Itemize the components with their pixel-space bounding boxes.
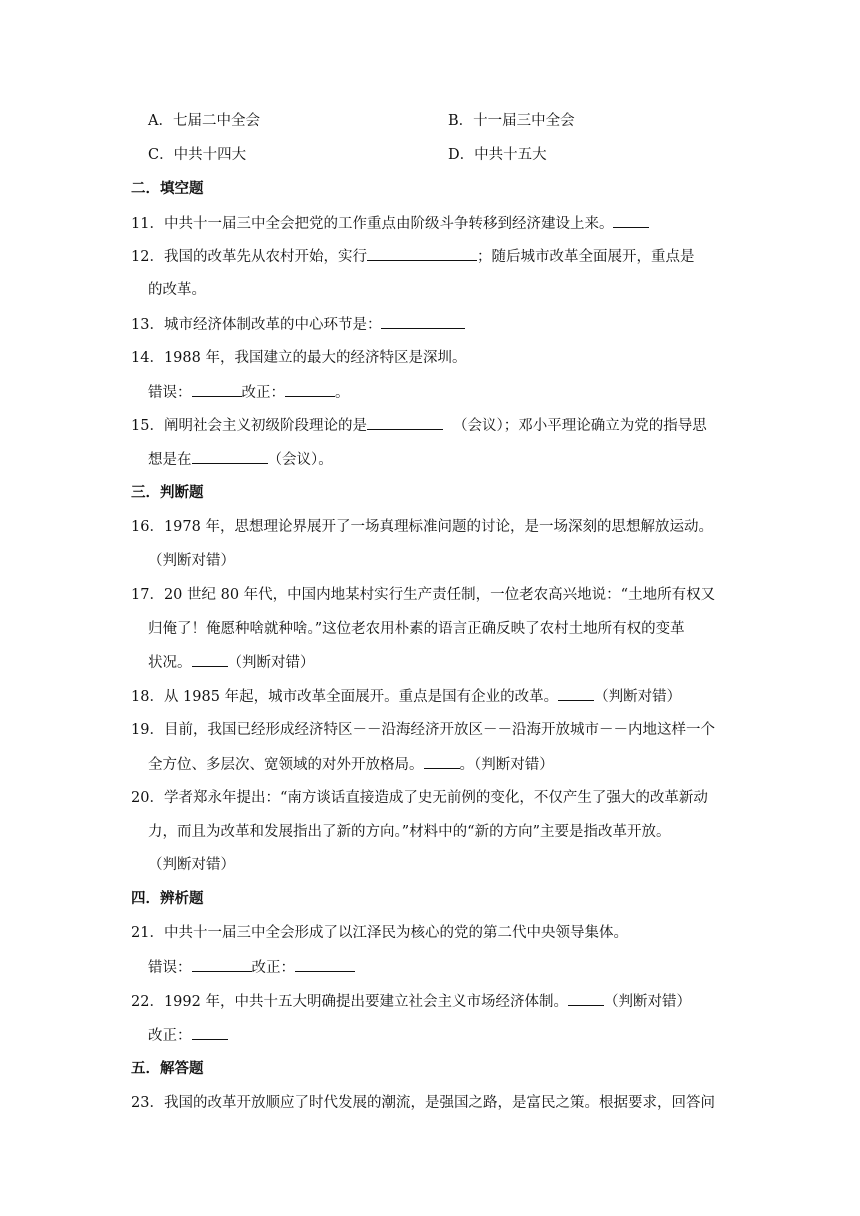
question-21-line-2 [148, 957, 355, 978]
wrong-label: 错误： [148, 960, 192, 976]
choice-c: C．中共十四大 [148, 147, 247, 163]
section-heading-analysis: 四．辨析题 [131, 891, 204, 907]
answer-blank[interactable] [285, 382, 335, 397]
question-12-text-b: ；随后城市改革全面展开，重点是 [476, 249, 695, 265]
question-19-line-2 [148, 754, 554, 775]
section-heading-answer: 五．解答题 [131, 1061, 204, 1077]
question-11-text: 11．中共十一届三中全会把党的工作重点由阶级斗争转移到经济建设上来。 [131, 216, 614, 232]
question-22-line-1 [131, 991, 691, 1012]
answer-blank[interactable] [613, 213, 649, 228]
question-15-text-c: 想是在 [148, 452, 192, 468]
answer-blank[interactable] [367, 246, 477, 261]
question-14-line-1: 14．1988 年，我国建立的最大的经济特区是深圳。 [131, 350, 467, 366]
question-13-text: 13．城市经济体制改革的中心环节是： [131, 317, 382, 333]
answer-blank[interactable] [192, 1025, 228, 1040]
question-15-text-a: 15．阐明社会主义初级阶段理论的是 [131, 418, 367, 434]
fix-label: 改正： [251, 960, 295, 976]
question-19-line-1: 19．目前，我国已经形成经济特区－－沿海经济开放区－－沿海开放城市－－内地这样一个 [131, 722, 715, 738]
question-17-text: 状况。 [148, 655, 192, 671]
answer-blank[interactable] [295, 957, 355, 972]
wrong-label: 错误： [148, 385, 192, 401]
question-18-text: 18．从 1985 年起，城市改革全面展开。重点是国有企业的改革。 [131, 689, 559, 705]
judge-label: 。（判断对错） [459, 757, 554, 773]
answer-blank[interactable] [424, 754, 460, 769]
question-15-text-d: （会议）。 [267, 452, 333, 468]
answer-blank[interactable] [558, 686, 594, 701]
question-21-line-1: 21．中共十一届三中全会形成了以江泽民为核心的党的第二代中央领导集体。 [131, 925, 628, 941]
choice-b: B．十一届三中全会 [448, 113, 575, 129]
judge-label: （判断对错） [227, 655, 315, 671]
answer-blank[interactable] [192, 652, 228, 667]
question-19-text: 全方位、多层次、宽领域的对外开放格局。 [148, 757, 424, 773]
answer-blank[interactable] [192, 957, 252, 972]
judge-label: （判断对错） [594, 689, 682, 705]
question-12-line-1 [131, 246, 694, 267]
question-16-line-1: 16．1978 年，思想理论界展开了一场真理标准问题的讨论，是一场深刻的思想解放运动。 [131, 519, 713, 535]
section-heading-true-false: 三．判断题 [131, 485, 204, 501]
question-17-line-1: 17．20 世纪 80 年代，中国内地某村实行生产责任制，一位老农高兴地说：“土地所有权又 [131, 587, 716, 603]
question-11 [131, 213, 649, 234]
question-20-line-3: （判断对错） [148, 857, 235, 873]
question-17-line-3 [148, 652, 315, 673]
question-20-line-2: 力，而且为改革和发展指出了新的方向。”材料中的“新的方向”主要是指改革开放。 [148, 824, 671, 840]
section-heading-fill-blank: 二．填空题 [131, 181, 204, 197]
question-20-line-1: 20．学者郑永年提出：“南方谈话直接造成了史无前例的变化，不仅产生了强大的改革新动 [131, 790, 708, 806]
judge-label: （判断对错） [603, 994, 691, 1010]
fix-label: 改正： [241, 385, 285, 401]
fix-label: 改正： [148, 1028, 192, 1044]
question-18 [131, 686, 681, 707]
question-22-text: 22．1992 年，中共十五大明确提出要建立社会主义市场经济体制。 [131, 994, 568, 1010]
period: 。 [335, 385, 350, 401]
question-22-line-2 [148, 1025, 228, 1046]
choice-a: A．七届二中全会 [148, 113, 260, 129]
question-15-text-b: （会议）；邓小平理论确立为党的指导思 [452, 418, 707, 434]
question-13 [131, 314, 465, 335]
answer-blank[interactable] [568, 991, 604, 1006]
answer-blank[interactable] [367, 415, 443, 430]
answer-blank[interactable] [192, 382, 242, 397]
question-16-line-2: （判断对错） [148, 553, 235, 569]
question-14-line-2 [148, 382, 350, 403]
question-12-line-2: 的改革。 [148, 282, 206, 298]
answer-blank[interactable] [381, 314, 465, 329]
question-15-line-1 [131, 415, 707, 436]
question-17-line-2: 归俺了！俺愿种啥就种啥。”这位老农用朴素的语言正确反映了农村土地所有权的变革 [148, 621, 685, 637]
question-23-line-1: 23．我国的改革开放顺应了时代发展的潮流，是强国之路，是富民之策。根据要求，回答问 [131, 1095, 715, 1111]
question-12-text-a: 12．我国的改革先从农村开始，实行 [131, 249, 367, 265]
choice-d: D．中共十五大 [448, 147, 547, 163]
question-15-line-2 [148, 449, 333, 470]
answer-blank[interactable] [192, 449, 268, 464]
